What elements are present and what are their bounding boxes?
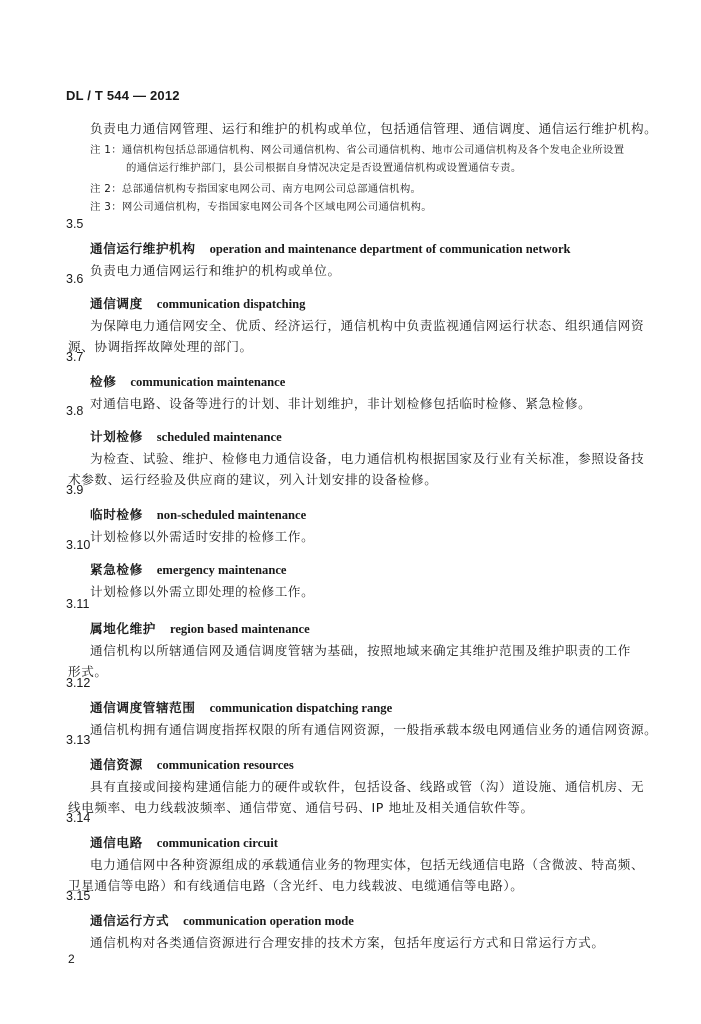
section-number: 3.11	[66, 597, 90, 611]
term-english: communication maintenance	[130, 375, 286, 389]
term-heading	[90, 371, 285, 390]
section-number: 3.13	[66, 733, 91, 747]
definition-text: 卫星通信等电路）和有线通信电路（含光纤、电力线载波、电缆通信等电路）。	[68, 878, 524, 893]
document-code-header: DL / T 544 — 2012	[66, 88, 180, 103]
section-number: 3.5	[66, 217, 84, 231]
term-heading	[90, 559, 287, 578]
section-number: 3.12	[66, 676, 91, 690]
term-english: operation and maintenance department of communication network	[209, 242, 571, 256]
term-heading	[90, 293, 305, 312]
definition-text: 通信机构拥有通信调度指挥权限的所有通信网资源，一般指承载本级电网通信业务的通信网资源。	[90, 722, 658, 737]
note-3: 注 3：网公司通信机构，专指国家电网公司各个区域电网公司通信机构。	[90, 201, 432, 213]
section-number: 3.8	[66, 404, 84, 418]
section-number: 3.9	[66, 483, 84, 497]
definition-text: 电力通信网中各种资源组成的承载通信业务的物理实体，包括无线通信电路（含微波、特高频、	[90, 857, 645, 872]
term-english: communication resources	[156, 758, 294, 772]
definition-text: 线电频率、电力线载波频率、通信带宽、通信号码、IP 地址及相关通信软件等。	[68, 800, 534, 815]
term-heading	[90, 618, 310, 637]
term-english: communication dispatching	[156, 297, 306, 311]
term-english: non-scheduled maintenance	[156, 508, 307, 522]
definition-text: 负责电力通信网运行和维护的机构或单位。	[90, 263, 341, 278]
term-english: emergency maintenance	[156, 563, 287, 577]
term-heading	[90, 238, 571, 257]
section-number: 3.6	[66, 272, 84, 286]
term-chinese: 通信调度	[90, 296, 143, 311]
definition-text: 通信机构以所辖通信网及通信调度管辖为基础，按照地域来确定其维护范围及维护职责的工作	[90, 643, 631, 658]
term-heading	[90, 754, 294, 773]
term-chinese: 通信运行维护机构	[90, 241, 196, 256]
section-number: 3.15	[66, 889, 91, 903]
term-chinese: 紧急检修	[90, 562, 143, 577]
term-heading	[90, 697, 392, 716]
term-english: communication circuit	[156, 836, 278, 850]
section-number: 3.10	[66, 538, 91, 552]
term-heading	[90, 504, 306, 523]
term-chinese: 临时检修	[90, 507, 143, 522]
term-heading	[90, 832, 278, 851]
term-chinese: 检修	[90, 374, 117, 389]
definition-text: 计划检修以外需立即处理的检修工作。	[90, 584, 315, 599]
definition-text: 为检查、试验、维护、检修电力通信设备，电力通信机构根据国家及行业有关标准，参照设备技	[90, 451, 645, 466]
term-english: scheduled maintenance	[156, 430, 282, 444]
note-1-line-1: 注 1：通信机构包括总部通信机构、网公司通信机构、省公司通信机构、地市公司通信机构及各个发电企业所设置	[90, 144, 625, 156]
definition-text: 对通信电路、设备等进行的计划、非计划维护，非计划检修包括临时检修、紧急检修。	[90, 396, 592, 411]
term-english: communication operation mode	[183, 914, 354, 928]
term-chinese: 通信运行方式	[90, 913, 170, 928]
term-heading	[90, 426, 282, 445]
note-2: 注 2：总部通信机构专指国家电网公司、南方电网公司总部通信机构。	[90, 183, 422, 195]
section-number: 3.7	[66, 350, 84, 364]
term-chinese: 通信电路	[90, 835, 143, 850]
term-chinese: 计划检修	[90, 429, 143, 444]
definition-text: 具有直接或间接构建通信能力的硬件或软件，包括设备、线路或管（沟）道设施、通信机房、无	[90, 779, 645, 794]
term-chinese: 通信调度管辖范围	[90, 700, 196, 715]
definition-text: 源、协调指挥故障处理的部门。	[68, 339, 253, 354]
note-1-line-2: 的通信运行维护部门，县公司根据自身情况决定是否设置通信机构或设置通信专责。	[126, 162, 522, 174]
term-english: region based maintenance	[169, 622, 310, 636]
definition-text: 术参数、运行经验及供应商的建议，列入计划安排的设备检修。	[68, 472, 438, 487]
page-number: 2	[68, 952, 75, 966]
definition-text: 为保障电力通信网安全、优质、经济运行，通信机构中负责监视通信网运行状态、组织通信网资	[90, 318, 645, 333]
definition-text: 形式。	[68, 664, 108, 679]
definition-text: 通信机构对各类通信资源进行合理安排的技术方案，包括年度运行方式和日常运行方式。	[90, 935, 605, 950]
term-chinese: 通信资源	[90, 757, 143, 772]
term-english: communication dispatching range	[209, 701, 393, 715]
definition-text: 计划检修以外需适时安排的检修工作。	[90, 529, 315, 544]
term-heading	[90, 910, 354, 929]
intro-definition: 负责电力通信网管理、运行和维护的机构或单位，包括通信管理、通信调度、通信运行维护机构。	[90, 121, 658, 136]
term-chinese: 属地化维护	[90, 621, 156, 636]
section-number: 3.14	[66, 811, 91, 825]
